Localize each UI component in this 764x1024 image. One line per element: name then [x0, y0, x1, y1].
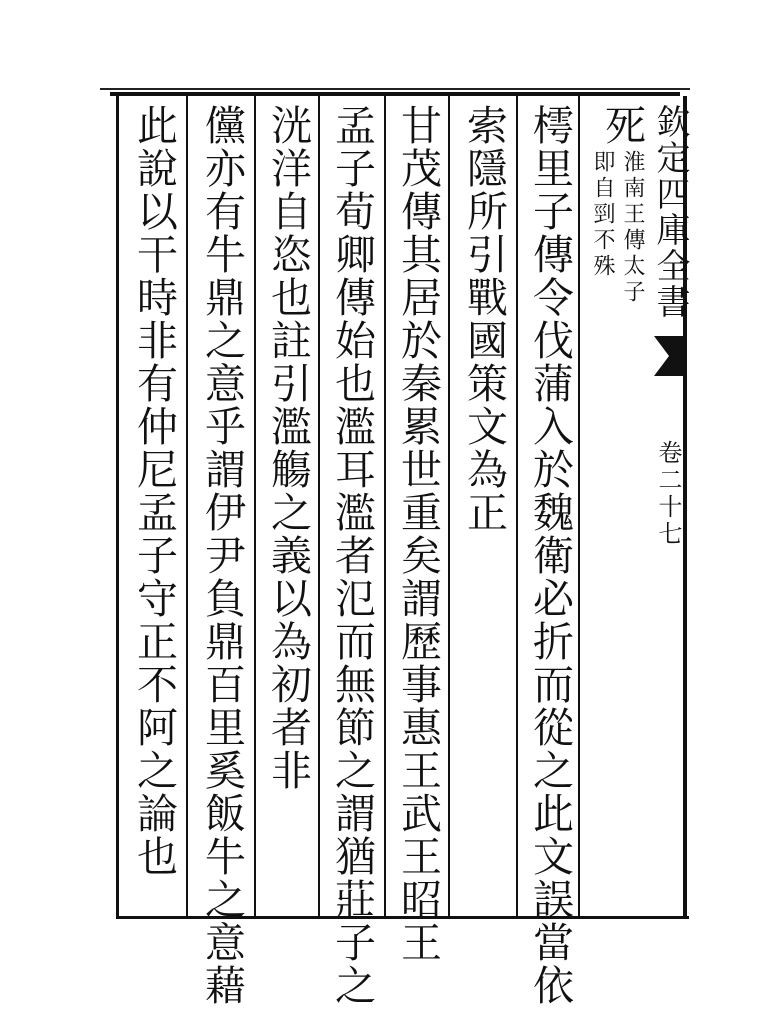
column-divider — [186, 96, 188, 916]
top-rule — [100, 88, 690, 90]
text-column-1: 死 — [598, 104, 646, 147]
text-column-6: 洸洋自恣也註引濫觴之義以為初者非 — [264, 104, 312, 792]
text-column-2: 樗里子傳令伐蒲入於魏衛必折而從之此文誤當依 — [526, 104, 574, 1007]
book-title: 欽定四庫全書 — [650, 104, 690, 320]
text-column-7: 儻亦有牛鼎之意乎謂伊尹負鼎百里奚飯牛之意藉 — [198, 104, 246, 1007]
text-column-4: 甘茂傳其居於秦累世重矣謂歷事惠王武王昭王 — [394, 104, 442, 964]
text-column-8: 此說以干時非有仲尼孟子守正不阿之論也 — [130, 104, 178, 878]
column-divider — [384, 96, 386, 916]
column-divider — [318, 96, 320, 916]
annotation-line-1: 淮南王傳太子 — [620, 150, 645, 306]
annotation-line-2: 即自剄不殊 — [590, 150, 615, 280]
column-divider — [516, 96, 518, 916]
volume-number: 卷二十七 — [654, 440, 682, 548]
column-divider — [448, 96, 450, 916]
text-column-3: 索隱所引戰國策文為正 — [460, 104, 508, 534]
column-divider — [254, 96, 256, 916]
text-column-5: 孟子荀卿傳始也濫耳濫者氾而無節之謂猶莊子之 — [328, 104, 376, 1007]
